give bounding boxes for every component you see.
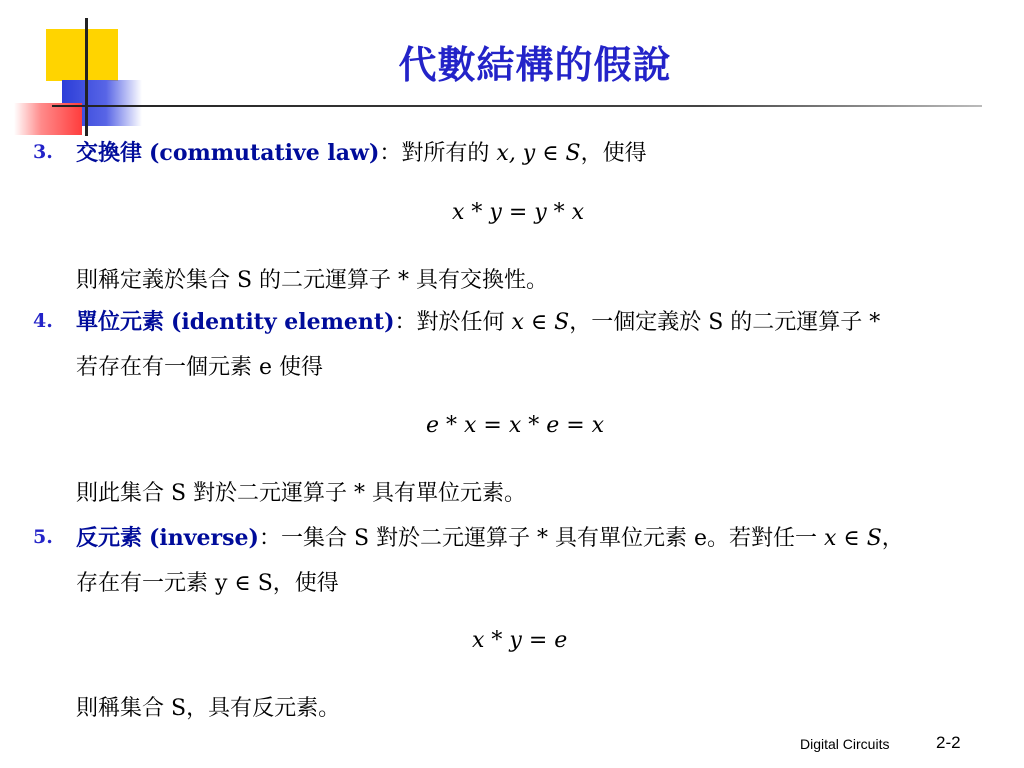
decor-yellow-square [46, 29, 118, 81]
item-5-line2: 存在有一元素 y ∈ S，使得 [76, 571, 339, 596]
item-3-term-zh: 交換律 [76, 140, 143, 166]
item-number-3: 3. [33, 141, 53, 163]
item-3-heading [76, 136, 647, 167]
item-4-lead: ：對於任何 [394, 310, 505, 335]
item-5-term-zh: 反元素 [76, 525, 143, 551]
item-4-equation: e * x = x * e = x [426, 413, 605, 438]
item-5-lead: ：一集合 S 對於二元運算子 * 具有單位元素 e。若對任一 [258, 526, 818, 551]
item-5-heading [76, 521, 904, 552]
item-4-term-zh: 單位元素 [76, 309, 165, 335]
decor-vertical-rule [85, 18, 88, 136]
item-3-conclusion: 則稱定義於集合 S 的二元運算子 * 具有交換性。 [76, 268, 549, 293]
item-4-term-en: (identity element) [171, 309, 395, 335]
item-3-tail: ，使得 [580, 141, 647, 166]
item-5-equation: x * y = e [472, 628, 568, 653]
item-3-lead: ：對所有的 [379, 141, 490, 166]
item-3-vars: x, y ∈ S [496, 141, 581, 166]
item-4-tail: ，一個定義於 S 的二元運算子 * [569, 310, 881, 335]
slide-title: 代數結構的假說 [398, 43, 672, 87]
item-4-heading [76, 305, 880, 336]
item-4-vars: x ∈ S [511, 310, 570, 335]
title-underline-rule [52, 105, 982, 107]
item-4-conclusion: 則此集合 S 對於二元運算子 * 具有單位元素。 [76, 481, 527, 506]
item-4-line2: 若存在有一個元素 e 使得 [76, 355, 324, 380]
item-5-vars: x ∈ S [824, 526, 882, 551]
item-3-equation: x * y = y * x [452, 200, 585, 225]
item-5-term-en: (inverse) [149, 525, 259, 551]
item-3-term-en: (commutative law) [149, 140, 380, 166]
item-5-conclusion: 則稱集合 S，具有反元素。 [76, 696, 341, 721]
item-number-4: 4. [33, 310, 53, 332]
item-5-tail: ， [881, 526, 904, 551]
footer-course-name: Digital Circuits [800, 736, 890, 752]
decor-red-square [14, 103, 82, 135]
footer-page-number: 2-2 [936, 733, 961, 752]
item-number-5: 5. [33, 526, 53, 548]
